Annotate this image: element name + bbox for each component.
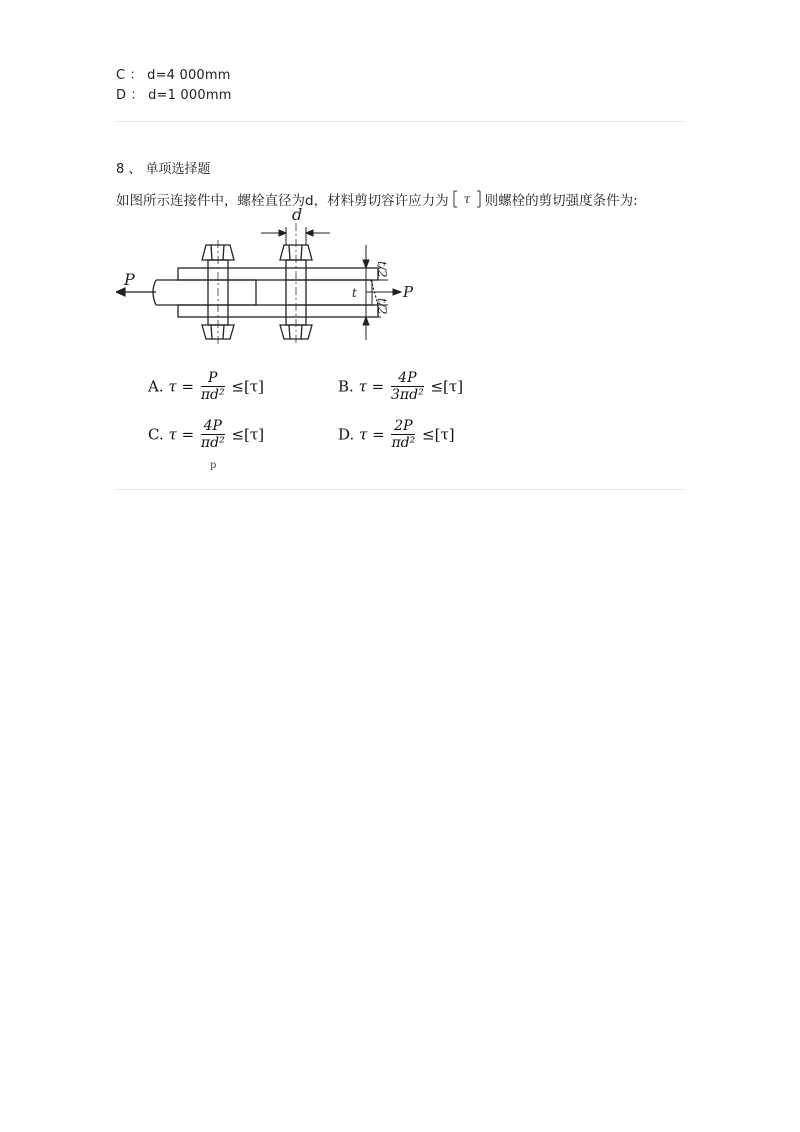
answer-c-lhs: τ =	[168, 425, 195, 444]
answer-d-letter: D.	[338, 425, 355, 444]
label-p-left: P	[124, 270, 135, 289]
answer-a-lhs: τ =	[168, 377, 195, 396]
answer-a[interactable]	[148, 370, 264, 403]
stray-mark: p	[210, 460, 217, 471]
label-t-half-bottom: t/2	[375, 298, 389, 315]
answer-a-fraction: $\frac{P}{\text{πd²}}$	[200, 370, 225, 403]
option-d: D ： d=1 000mm	[116, 88, 232, 103]
answer-d-lhs: τ =	[359, 425, 385, 444]
left-main-plate	[156, 280, 256, 305]
divider-bottom	[116, 489, 684, 490]
label-p-right: P	[403, 283, 414, 301]
question-text-after: 则螺栓的剪切强度条件为:	[484, 193, 638, 209]
answer-b[interactable]	[338, 370, 463, 403]
label-d: d	[292, 205, 303, 224]
right-main-plate	[288, 280, 371, 305]
question-heading: 8 、 单项选择题	[116, 162, 211, 177]
divider	[116, 121, 684, 122]
allowable-stress-symbol	[452, 190, 482, 212]
answer-c-rhs: ≤[τ]	[231, 425, 265, 444]
connection-figure	[116, 205, 426, 355]
answer-a-letter: A.	[148, 377, 164, 396]
answer-a-rhs: ≤[τ]	[231, 377, 264, 396]
answer-d-fraction: $\frac{2P}{\text{πd²}}$	[391, 418, 416, 451]
answer-b-lhs: τ =	[358, 377, 385, 396]
label-t-half-top: t/2	[375, 261, 389, 278]
svg-text:τ: τ	[463, 192, 470, 206]
option-c: C ： d=4 000mm	[116, 68, 231, 83]
answer-d[interactable]	[338, 418, 455, 451]
label-t: t	[352, 286, 357, 300]
answer-b-letter: B.	[338, 377, 354, 396]
answer-b-fraction: $\frac{4P}{\text{3πd²}}$	[391, 370, 424, 403]
answer-c-letter: C.	[148, 425, 164, 444]
answer-c-fraction: $\frac{4P}{\text{πd²}}$	[200, 418, 225, 451]
answer-d-rhs: ≤[τ]	[422, 425, 455, 444]
answer-b-rhs: ≤[τ]	[430, 377, 464, 396]
question-text-before: 如图所示连接件中，螺栓直径为d，材料剪切容许应力为	[116, 193, 449, 209]
answer-c[interactable]	[148, 418, 264, 451]
